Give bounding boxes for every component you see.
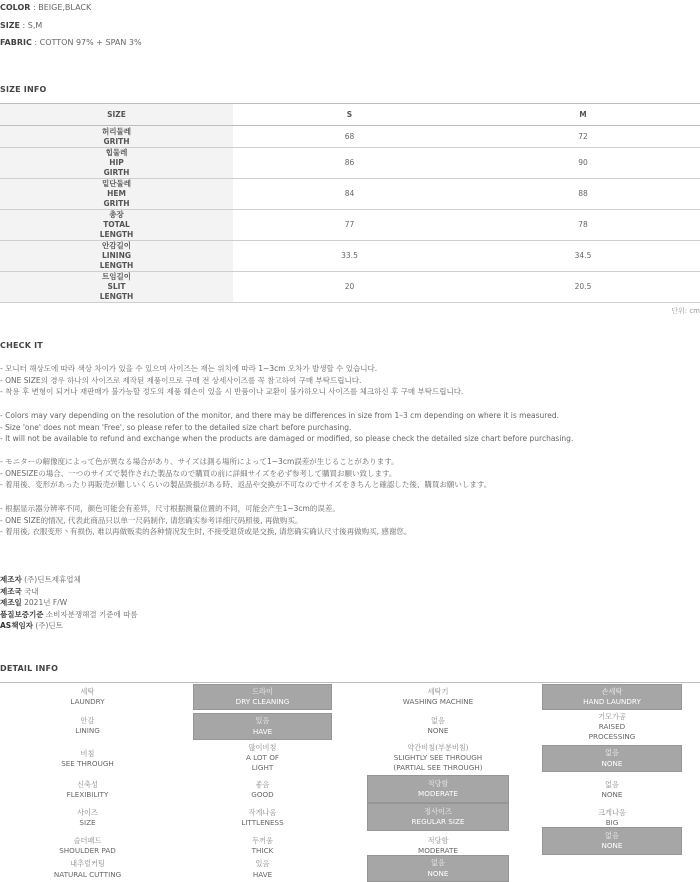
note-line: - Colors may vary depending on the resolution of the monitor, and there may be differences in size from 1–3 cm depending on where it is measured.	[0, 411, 559, 420]
cell-s: 77	[233, 210, 466, 241]
note-line: - 착용 후 변형이 되거나 재판매가 불가능할 정도의 제품 훼손이 있을 시 반품이나 교환이 불가하오니 사이즈를 체크하신 후 구매 부탁드립니다.	[0, 387, 464, 397]
spec-size	[0, 21, 42, 30]
header-size: SIZE	[0, 104, 233, 126]
detail-option-have: 있음 HAVE	[193, 713, 332, 740]
notes-korean	[0, 363, 463, 398]
table-row	[0, 272, 700, 303]
note-line: - Size 'one' does not mean 'Free', so please refer to the detailed size chart before purchasing.	[0, 422, 352, 432]
row-label: 안감길이 LINING LENGTH	[0, 241, 233, 272]
detail-option-none: 없음 NONE	[542, 827, 682, 855]
detail-option-big: 크게나옴 BIG	[598, 807, 626, 827]
maker-row: AS책임자 (주)딘트	[0, 621, 63, 631]
cell-s: 68	[233, 126, 466, 148]
manufacturer-info	[0, 574, 138, 632]
row-label: 힙둘레 HIP GIRTH	[0, 148, 233, 179]
table-row	[0, 179, 700, 210]
check-it-title: CHECK IT	[0, 341, 43, 350]
detail-option-none: 없음 NONE	[427, 715, 449, 735]
table-row	[0, 241, 700, 272]
detail-option-raised-processing: 기모가공 RAISED PROCESSING	[588, 711, 636, 742]
cell-m: 20.5	[466, 272, 700, 303]
detail-option-moderate: 적당함 MODERATE	[367, 775, 509, 803]
maker-row: 품질보증기준 소비자분쟁해결 기준에 따름	[0, 609, 138, 619]
spec-color	[0, 3, 91, 12]
cell-s: 20	[233, 272, 466, 303]
detail-info-title: DETAIL INFO	[0, 664, 59, 673]
detail-category-shoulder-pad: 슬더패드 SHOULDER PAD	[59, 835, 116, 855]
cell-m: 90	[466, 148, 700, 179]
detail-category-lining: 안감 LINING	[75, 715, 100, 735]
detail-option-regular-size: 정사이즈 REGULAR SIZE	[367, 803, 509, 831]
spec-label: COLOR	[0, 3, 31, 12]
note-line: - 着用後、変形があったり再販売が難しいくらいの製品毀損がある時、返品や交換が不可なのでサイズをきちんと確認した後、購買お願いします。	[0, 480, 492, 490]
header-s: S	[233, 104, 466, 126]
note-line: - 모니터 해상도에 따라 색상 차이가 있을 수 있으며 사이즈는 재는 위치에 따라 1~3cm 오차가 발생할 수 있습니다.	[0, 364, 378, 373]
detail-category-natural-cutting: 내추럴커팅 NATURAL CUTTING	[53, 859, 122, 879]
size-info-title: SIZE INFO	[0, 85, 47, 94]
detail-grid	[0, 682, 700, 882]
notes-english	[0, 410, 573, 445]
note-line: - ONE SIZE의 경우 하나의 사이즈로 제작된 제품이므로 구매 전 상세사이즈를 꼭 참고하여 구매 부탁드립니다.	[0, 375, 362, 385]
table-row	[0, 126, 700, 148]
cell-m: 88	[466, 179, 700, 210]
detail-option-moderate: 적당함 MODERATE	[418, 835, 458, 855]
cell-m: 72	[466, 126, 700, 148]
row-label: 총장 TOTAL LENGTH	[0, 210, 233, 241]
detail-category-see-through: 비침 SEE THROUGH	[61, 748, 114, 768]
detail-category-laundry: 세탁 LAUNDRY	[70, 686, 105, 706]
size-table-header	[0, 104, 700, 126]
row-label: 밑단둘레 HEM GRITH	[0, 179, 233, 210]
notes-japanese	[0, 456, 491, 491]
row-label: 트임길이 SLIT LENGTH	[0, 272, 233, 303]
spec-label: FABRIC	[0, 38, 32, 47]
maker-row: 제조국 국내	[0, 586, 39, 596]
detail-option-thick: 두꺼움 THICK	[251, 835, 274, 855]
detail-option-hand-laundry: 손세탁 HAND LAUNDRY	[542, 684, 682, 710]
detail-option-none: 없음 NONE	[601, 779, 623, 799]
detail-category-size: 사이즈 SIZE	[77, 807, 98, 827]
cell-s: 86	[233, 148, 466, 179]
cell-m: 34.5	[466, 241, 700, 272]
note-line: - ONE SIZE的情况, 代表此商品只以单一尺码制作, 请您确实参考详细尺码照後, 再做购买。	[0, 515, 303, 525]
spec-value: : BEIGE,BLACK	[30, 3, 92, 12]
detail-option-a-lot-of-light: 많이비침 A LOT OF LIGHT	[245, 742, 280, 773]
spec-label: SIZE	[0, 21, 21, 30]
cell-m: 78	[466, 210, 700, 241]
cell-s: 84	[233, 179, 466, 210]
table-row	[0, 148, 700, 179]
row-label: 허리둘레 GRITH	[0, 126, 233, 148]
note-line: - モニターの解像度によって色が異なる場合があり、サイズは測る場所によって1~3cm誤差が生じることがあります。	[0, 457, 399, 466]
note-line: - ONESIZEの場合、一つのサイズで製作された製品なので購買の前に詳細サイズを必ず参考して購買お願い致します。	[0, 468, 397, 478]
detail-option-have: 있음 HAVE	[252, 859, 273, 879]
header-m: M	[466, 104, 700, 126]
detail-option-none: 없음 NONE	[542, 745, 682, 772]
detail-option-washing-machine: 세탁기 WASHING MACHINE	[402, 686, 474, 706]
unit-label: 단위: cm	[671, 307, 700, 315]
note-line: - 根据显示器分辨率不同，颜色可能会有差异，尺寸根据测量位置的不同，可能会产生1~3cm的误差。	[0, 504, 340, 513]
notes-chinese	[0, 503, 411, 538]
detail-option-dry-cleaning: 드라이 DRY CLEANING	[193, 684, 332, 710]
table-row	[0, 210, 700, 241]
maker-row: 제조일 2021년 F/W	[0, 598, 68, 608]
spec-value: : S,M	[20, 21, 43, 30]
detail-option-none: 없음 NONE	[367, 855, 509, 882]
size-table	[0, 103, 700, 303]
spec-value: : COTTON 97% + SPAN 3%	[31, 38, 142, 47]
detail-option-slightly-see-through: 약간비침(부분비침) SLIGHTLY SEE THROUGH (PARTIAL SEE THROUGH)	[393, 742, 483, 773]
cell-s: 33.5	[233, 241, 466, 272]
detail-option-good: 좋음 GOOD	[251, 779, 274, 799]
maker-row: 제조자 (주)딘트제휴업체	[0, 575, 81, 584]
detail-category-flexibility: 신축성 FLEXIBILITY	[66, 779, 109, 799]
spec-fabric	[0, 38, 142, 47]
note-line: - It will not be available to refund and exchange when the products are damaged or modified, so please check the detailed size chart before purchasing.	[0, 434, 574, 444]
detail-option-littleness: 작게나옴 LITTLENESS	[241, 807, 284, 827]
note-line: - 着用後, 衣服变形丶有损伤, 难以再做贩卖的各种情况发生时, 不接受退货或是交换, 请您确实确认尺寸後再做购买, 感谢您。	[0, 527, 412, 537]
